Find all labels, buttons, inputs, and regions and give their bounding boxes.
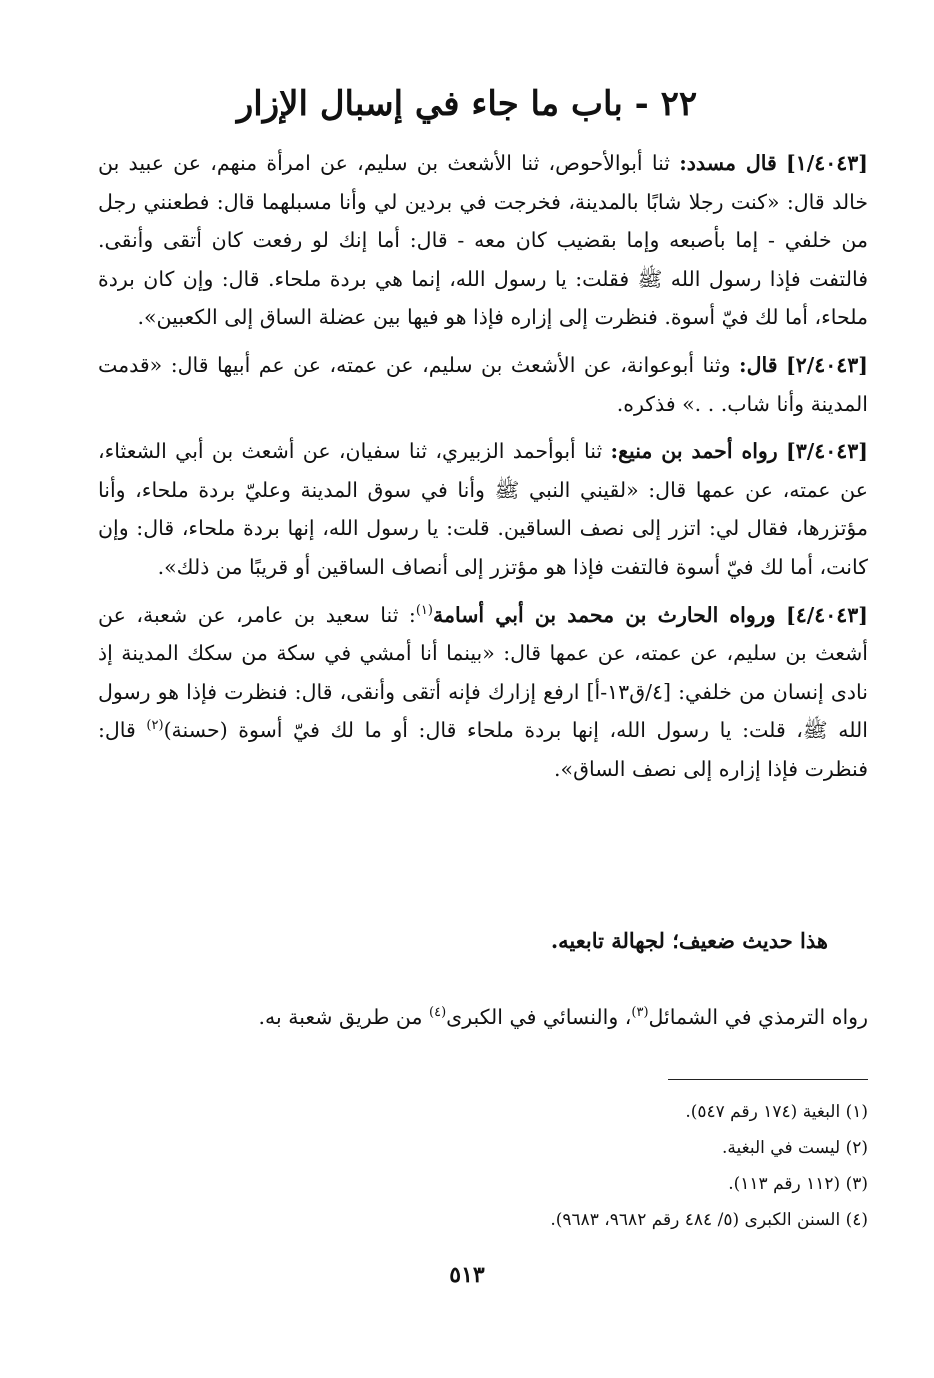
hadith-text: ثنا أبوالأحوص، ثنا الأشعث بن سليم، عن امرأة منهم، عن عبيد بن خالد قال: «كنت رجلا شابًا بالمدينة، فخرجت في بردين لي وأنا مسبلهما قال: فطعنني رجل من خلفي - إما بأصبعه وإما بقضيب كان معه - قال: أما إنك لو رفعت كان أتقى وأنقى. فالتفت فإذا رسول الله ﷺ فقلت: يا رسول الله، إنما هي بردة ملحاء. قال: وإن كان بردة ملحاء، أما لك فيّ أسوة. فنظرت إلى إزاره فإذا هو فيها بين عضلة الساق إلى الكعبين». <box>98 151 868 330</box>
footnote-item: (٤) السنن الكبرى (٥/ ٤٨٤ رقم ٩٦٨٢، ٩٦٨٣). <box>550 1210 868 1230</box>
page-number: ٥١٣ <box>449 1262 485 1288</box>
chapter-title: ٢٢ - باب ما جاء في إسبال الإزار <box>236 84 698 124</box>
hadith-paragraph-4 <box>98 596 868 789</box>
footnote-marker: (٤) <box>429 1005 447 1021</box>
hadith-ref: [١/٤٠٤٣] <box>786 151 868 175</box>
takhrij-text: من طريق شعبة به. <box>258 1005 430 1029</box>
footnote-marker: (٣) <box>631 1005 649 1021</box>
hadith-paragraph-2 <box>98 346 868 423</box>
footnote-item: (٣) (١١٢ رقم ١١٣). <box>728 1174 868 1194</box>
footnotes-list <box>88 1094 868 1238</box>
footnote-item: (٢) ليست في البغية. <box>722 1138 868 1158</box>
hadith-intro: رواه أحمد بن منيع: <box>610 439 778 464</box>
footnote-divider <box>668 1079 868 1080</box>
takhrij-text: ، والنسائي في الكبرى <box>446 1005 632 1029</box>
hadith-text: : ثنا سعيد بن عامر، عن شعبة، عن أشعث بن سليم، عن عمته، عن عمها قال: «بينما أنا أمشي في سكة من سكك المدينة إذ نادى إنسان من خلفي: [٤/ق١٣-أ] ارفع إزارك فإنه أتقى وأنقى، قال: فنظرت فإذا هو رسول الله ﷺ، قلت: يا رسول الله، إنها بردة ملحاء قال: أو ما لك فيّ أسوة (حسنة) <box>98 602 868 743</box>
hadith-paragraph-3 <box>98 432 868 586</box>
hadith-verdict: هذا حديث ضعيف؛ لجهالة تابعيه. <box>550 928 828 953</box>
takhrij-text: رواه الترمذي في الشمائل <box>648 1005 868 1029</box>
footnote-marker: (٢) <box>146 718 164 734</box>
hadith-intro: قال: <box>739 352 778 377</box>
hadith-text: وثنا أبوعوانة، عن الأشعث بن سليم، عن عمته، عن عم أبيها قال: «قدمت المدينة وأنا شاب. . .» فذكره. <box>98 352 868 416</box>
hadith-intro: ورواه الحارث بن محمد بن أبي أسامة <box>432 602 776 627</box>
hadith-ref: [٣/٤٠٤٣] <box>786 439 868 464</box>
takhrij-line <box>88 998 868 1036</box>
hadith-paragraph-1 <box>98 144 868 337</box>
hadith-ref: [٢/٤٠٤٣] <box>786 352 868 377</box>
hadith-body <box>98 144 868 798</box>
hadith-ref: [٤/٤٠٤٣] <box>786 602 868 627</box>
footnote-marker: (١) <box>415 602 433 618</box>
hadith-intro: قال مسدد: <box>679 151 777 175</box>
footnote-item: (١) البغية (١٧٤ رقم ٥٤٧). <box>685 1102 868 1122</box>
hadith-text: قال: فنظرت فإذا إزاره إلى نصف الساق». <box>98 718 868 781</box>
hadith-text: ثنا أبوأحمد الزبيري، ثنا سفيان، عن أشعث بن أبي الشعثاء، عن عمته، عن عمها قال: «لقيني النبي ﷺ وأنا في سوق المدينة وعليّ بردة ملحاء، وأنا مؤتزرها، فقال لي: اتزر إلى نصف الساقين. قلت: يا رسول الله، إنها بردة ملحاء، قال: وإن كانت، أما لك فيّ أسوة فالتفت فإذا هو مؤتزر إلى أنصاف الساقين أو قريبًا من ذلك». <box>98 439 868 579</box>
